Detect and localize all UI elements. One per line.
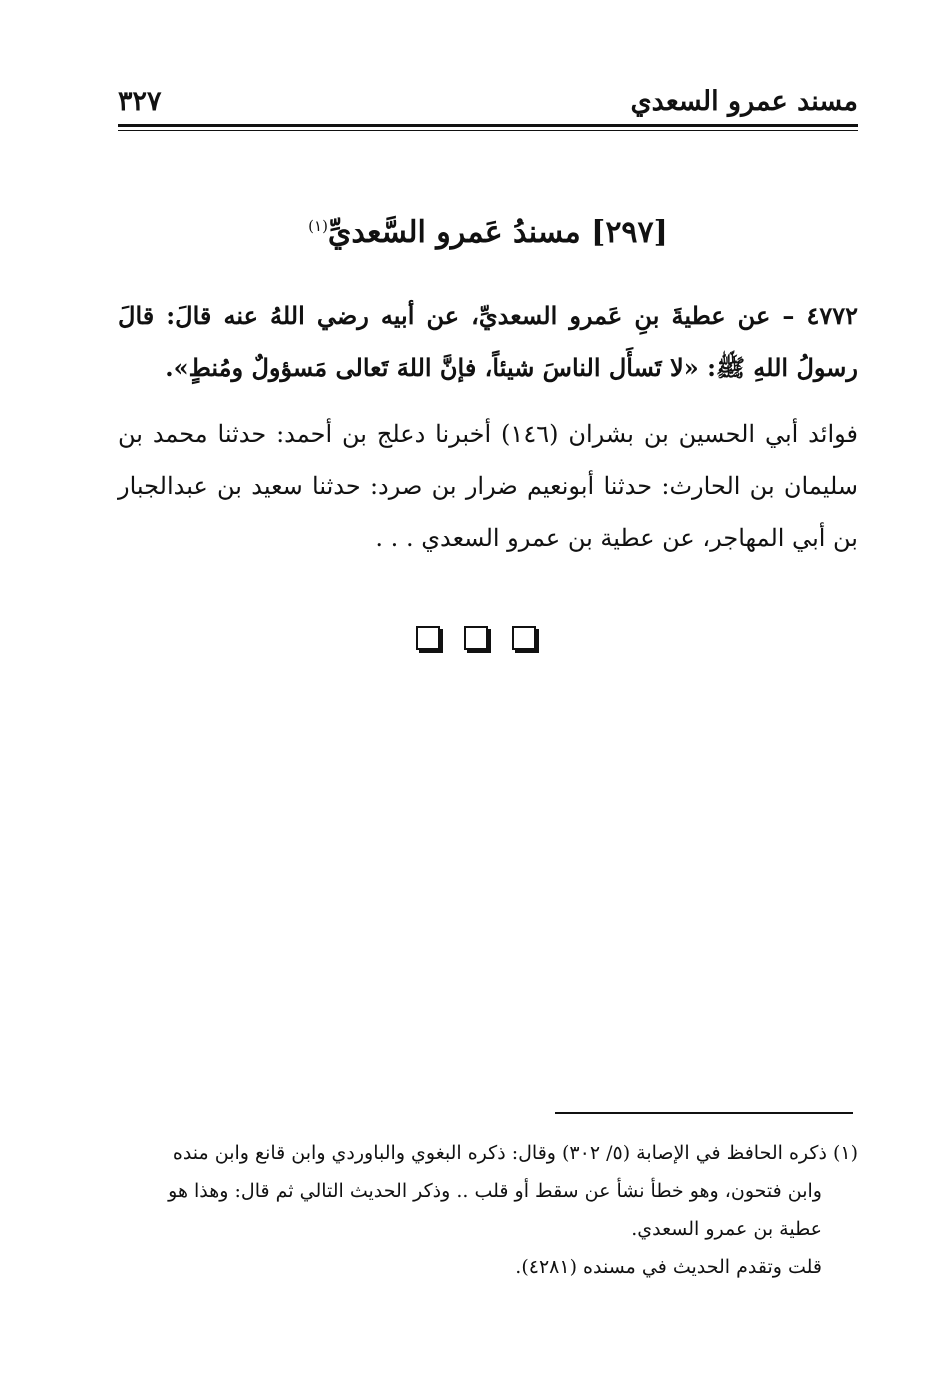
square-ornament-icon [416,626,440,650]
footnote-line: وابن فتحون، وهو خطأ نشأ عن سقط أو قلب .. وذكر الحديث التالي ثم قال: وهذا هو [168,1180,822,1202]
section-title [118,215,858,250]
section-separator [0,626,952,654]
header-title: مسند عمرو السعدي [630,86,858,117]
page-number: ٣٢٧ [118,86,162,117]
source-text: فوائد أبي الحسين بن بشران (١٤٦) أخبرنا دعلج بن أحمد: حدثنا محمد بن سليمان بن الحارث: حدثنا أبونعيم ضرار بن صرد: حدثنا سعيد بن عبدالجبار بن أبي المهاجر، عن عطية بن عمرو السعدي . . . [118,420,859,552]
running-header [118,82,858,122]
header-rule-thin [118,130,858,131]
footnote-line: عطية بن عمرو السعدي. [631,1218,822,1240]
square-ornament-icon [512,626,536,650]
header-rule [118,124,858,127]
footnote-line: (١) ذكره الحافظ في الإصابة (٥/ ٣٠٢) وقال: ذكره البغوي والباوردي وابن قانع وابن منده [172,1142,858,1164]
footnote-marker: (١) [308,217,328,235]
section-title-text: [٢٩٧] مسندُ عَمرو السَّعديِّ [327,215,668,250]
footnote-line: قلت وتقدم الحديث في مسنده (٤٢٨١). [515,1256,822,1278]
square-ornament-icon [464,626,488,650]
footnotes [118,1134,858,1286]
footnote-rule [555,1112,853,1114]
hadith-text: ٤٧٧٢ – عن عطيةَ بنِ عَمرو السعديِّ، عن أبيه رضي اللهُ عنه قالَ: قالَ رسولُ اللهِ ﷺ: «لا تَسأَل الناسَ شيئاً، فإنَّ اللهَ تَعالى مَسؤولٌ ومُنطٍ». [118,301,858,382]
